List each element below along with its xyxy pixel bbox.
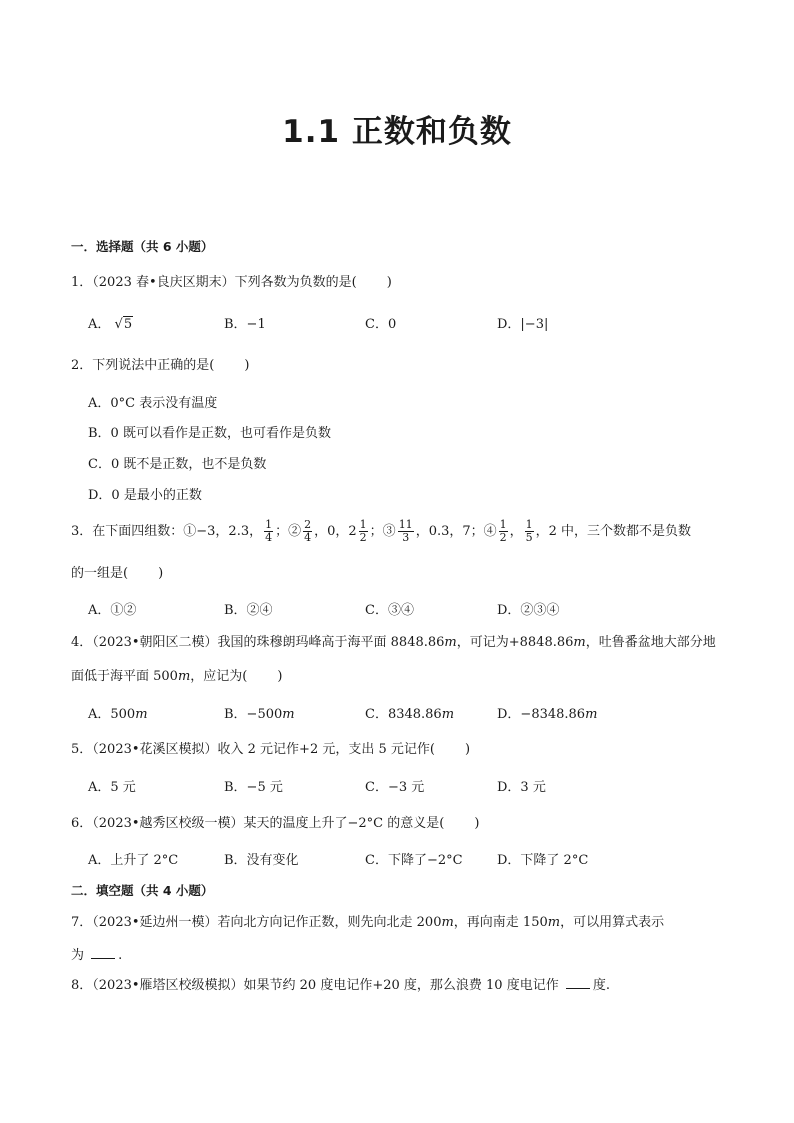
q6-option-d: D．下降了 2°C xyxy=(497,853,589,868)
q4-option-d-text: D．−8348.86 xyxy=(497,707,586,722)
frac-num: 1 xyxy=(525,518,533,531)
q3-part-7: ，2 中，三个数都不是负数 xyxy=(535,524,692,539)
frac-num: 1 xyxy=(265,518,273,531)
question-5-text: 5．（2023•花溪区模拟）收入 2 元记作+2 元，支出 5 元记作( xyxy=(71,742,435,757)
q2-option-a: A．0°C 表示没有温度 xyxy=(88,396,218,411)
q4-line2-a: 面低于海平面 500 xyxy=(71,669,178,684)
fraction-2-4 xyxy=(303,519,312,544)
q1-option-b: B．−1 xyxy=(224,317,266,332)
q3-part-1: 3．在下面四组数：①−3，2.3， xyxy=(71,524,263,539)
unit-m: m xyxy=(177,669,191,684)
question-7-line2 xyxy=(71,946,122,965)
fraction-1-4 xyxy=(264,519,273,544)
q4-option-b xyxy=(224,706,295,724)
q3-option-c: C．③④ xyxy=(365,603,414,618)
fraction-1-5 xyxy=(525,519,534,544)
question-1 xyxy=(71,274,392,292)
unit-m: m xyxy=(441,707,455,722)
q4-option-d xyxy=(497,706,597,724)
q3-option-b: B．②④ xyxy=(224,603,273,618)
q2-option-b: B．0 既可以看作是正数，也可看作是负数 xyxy=(88,426,331,441)
question-4-close: ) xyxy=(277,669,283,684)
question-4-line1 xyxy=(71,634,716,652)
q6-option-c: C．下降了−2°C xyxy=(365,853,463,868)
question-6 xyxy=(71,815,479,833)
q3-part-6: ， xyxy=(509,524,523,539)
q5-option-b: B．−5 元 xyxy=(224,780,283,795)
answer-blank[interactable] xyxy=(91,946,115,959)
question-6-close: ) xyxy=(474,816,480,831)
q4-option-c xyxy=(365,706,454,724)
unit-m: m xyxy=(585,707,598,722)
fraction-1-2 xyxy=(359,519,368,544)
unit-m: m xyxy=(282,707,295,722)
page-title: 1.1 正数和负数 xyxy=(282,114,512,150)
q3-part-2: ；② xyxy=(275,524,302,539)
question-2 xyxy=(71,357,249,375)
q4-option-c-text: C．8348.86 xyxy=(365,707,442,722)
q6-option-b: B．没有变化 xyxy=(224,853,299,868)
q2-option-d: D．0 是最小的正数 xyxy=(88,488,202,503)
frac-den: 4 xyxy=(265,531,273,544)
q1-option-a-radicand: 5 xyxy=(123,317,133,332)
q3-part-3: ，0，2 xyxy=(314,524,357,539)
frac-num: 1 xyxy=(499,518,507,531)
frac-num: 11 xyxy=(398,518,413,531)
q3-part-4: ；③ xyxy=(369,524,396,539)
q3-part-5: ，0.3，7；④ xyxy=(415,524,497,539)
fraction-11-3 xyxy=(398,519,414,544)
question-5-close: ) xyxy=(464,742,471,757)
question-6-text: 6．（2023•越秀区校级一模）某天的温度上升了−2°C 的意义是( xyxy=(71,816,445,831)
unit-m: m xyxy=(573,635,586,650)
q1-option-d: D．|−3| xyxy=(497,317,549,332)
question-5 xyxy=(71,741,470,759)
question-4-line2 xyxy=(71,668,282,686)
question-2-text: 2．下列说法中正确的是( xyxy=(71,358,215,373)
unit-m: m xyxy=(547,915,561,930)
frac-den: 2 xyxy=(499,531,507,544)
frac-den: 3 xyxy=(402,531,410,544)
frac-den: 4 xyxy=(304,531,312,544)
q7-line2-a: 为 xyxy=(71,948,85,963)
fraction-1-2b xyxy=(499,519,508,544)
q2-option-c: C．0 既不是正数，也不是负数 xyxy=(88,457,267,472)
q4-option-a xyxy=(88,706,148,724)
q4-line1-b: ，可记为+8848.86 xyxy=(456,635,574,650)
q1-option-c: C．0 xyxy=(365,317,397,332)
question-3-line2 xyxy=(71,565,163,583)
frac-den: 2 xyxy=(359,531,367,544)
question-8-text: 8．（2023•雁塔区校级模拟）如果节约 20 度电记作+20 度，那么浪费 10 度电记作 xyxy=(71,978,559,993)
unit-m: m xyxy=(444,635,457,650)
question-1-close: ) xyxy=(386,275,392,290)
unit-m: m xyxy=(135,707,148,722)
q7-line2-b: . xyxy=(118,948,123,963)
q4-option-a-text: A．500 xyxy=(88,707,136,722)
q7-line1-a: 7．（2023•延边州一模）若向北方向记作正数，则先向北走 200 xyxy=(71,915,442,930)
q4-line2-b: ，应记为( xyxy=(190,669,248,684)
q7-line1-b: ，再向南走 150 xyxy=(453,915,548,930)
q4-line1-c: ，吐鲁番盆地大部分地 xyxy=(585,635,716,650)
question-7-line1 xyxy=(71,914,664,932)
question-3 xyxy=(71,518,691,546)
q4-line1-a: 4．（2023•朝阳区二模）我国的珠穆朗玛峰高于海平面 8848.86 xyxy=(71,635,445,650)
q4-option-b-text: B．−500 xyxy=(224,707,283,722)
question-3-close: ) xyxy=(158,566,164,581)
section-heading-choice: 一．选择题（共 6 小题） xyxy=(71,239,214,254)
q5-option-d: D．3 元 xyxy=(497,780,546,795)
question-1-text: 1．（2023 春•良庆区期末）下列各数为负数的是( xyxy=(71,275,357,290)
frac-den: 5 xyxy=(525,531,533,544)
q5-option-a: A．5 元 xyxy=(88,780,136,795)
question-8-tail: 度. xyxy=(592,978,610,993)
q1-option-a-label: A． xyxy=(88,317,111,332)
question-2-close: ) xyxy=(244,358,250,373)
q1-option-a xyxy=(88,316,133,334)
q5-option-c: C．−3 元 xyxy=(365,780,425,795)
question-8 xyxy=(71,976,610,995)
section-heading-fill: 二．填空题（共 4 小题） xyxy=(71,883,214,898)
frac-num: 1 xyxy=(359,518,367,531)
frac-num: 2 xyxy=(304,518,312,531)
unit-m: m xyxy=(441,915,454,930)
sqrt-symbol: √5 xyxy=(114,317,133,332)
q3-option-a: A．①② xyxy=(88,603,137,618)
q6-option-a: A．上升了 2°C xyxy=(88,853,179,868)
q3-line2-text: 的一组是( xyxy=(71,566,129,581)
q7-line1-c: ，可以用算式表示 xyxy=(560,915,665,930)
q3-option-d: D．②③④ xyxy=(497,603,560,618)
answer-blank[interactable] xyxy=(566,976,590,989)
